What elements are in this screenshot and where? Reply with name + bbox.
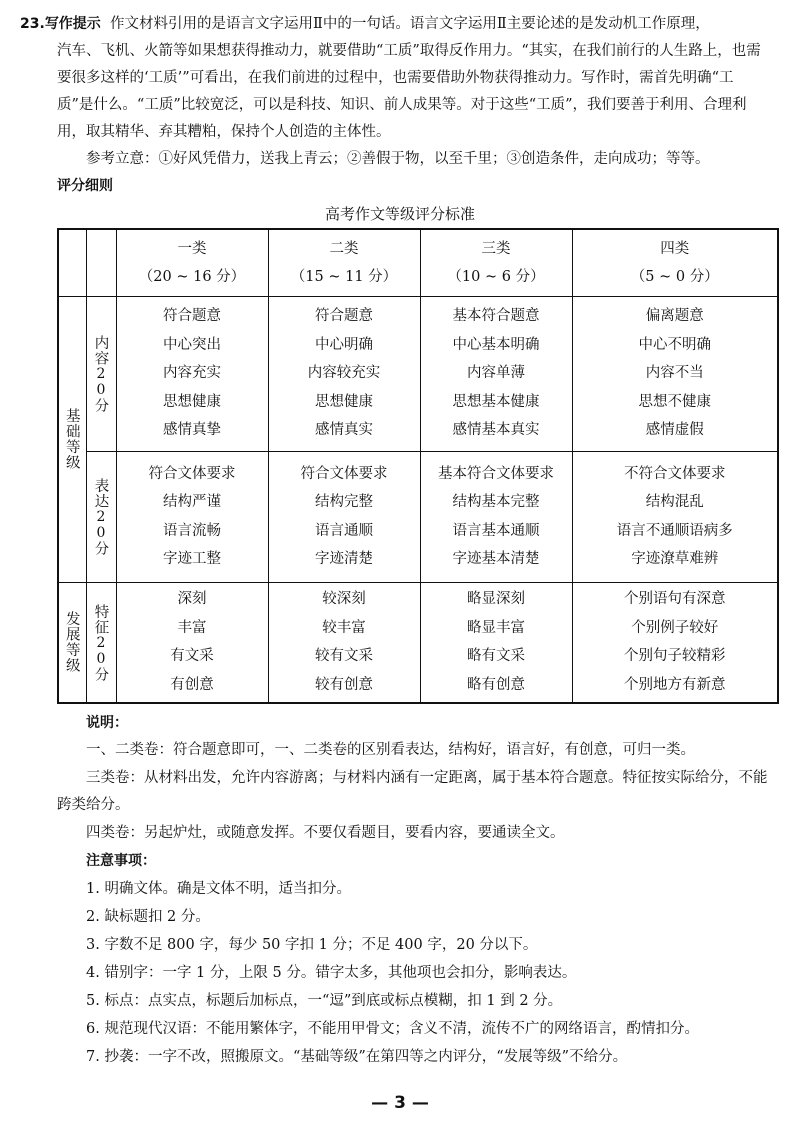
expression-class-1: 符合文体要求 结构严谨 语言流畅 字迹工整 <box>116 451 268 582</box>
question-label: 写作提示 <box>44 16 101 32</box>
features-class-2: 较深刻 较丰富 较有文采 较有创意 <box>268 582 420 703</box>
expression-class-4: 不符合文体要求 结构混乱 语言不通顺语病多 字迹潦草难辨 <box>572 451 778 582</box>
attention-item-7: 7. 抄袭：一字不改，照搬原文。“基础等级”在第四等之内评分，“发展等级”不给分。 <box>86 1049 628 1065</box>
question-line-1 <box>20 14 710 34</box>
table-row-features <box>58 582 778 703</box>
notes-heading: 说明： <box>86 715 128 731</box>
question-number: 23. <box>20 16 45 32</box>
question-text-2: 汽车、飞机、火箭等如果想获得推动力，就要借助“工质”取得反作用力。“其实，在我们前行的人生路上，也需 <box>57 43 761 59</box>
rules-heading: 评分细则 <box>57 178 113 194</box>
attention-item-5: 5. 标点：点实点，标题后加标点，一“逗”到底或标点模糊，扣 1 到 2 分。 <box>86 993 563 1009</box>
content-class-3: 基本符合题意 中心基本明确 内容单薄 思想基本健康 感情基本真实 <box>420 296 572 451</box>
corner-cell <box>58 229 86 296</box>
features-class-4: 个别语句有深意 个别例子较好 个别句子较精彩 个别地方有新意 <box>572 582 778 703</box>
header-class-2: 二类 （15 ~ 11 分） <box>268 229 420 296</box>
row-label-content: 内容 20分 <box>86 296 116 451</box>
note-class-4: 四类卷：另起炉灶，或随意发挥。不要仅看题目，要看内容，要通读全文。 <box>86 825 565 841</box>
attention-item-6: 6. 规范现代汉语：不能用繁体字，不能用甲骨文；含义不清，流传不广的网络语言，酌情扣分。 <box>86 1021 699 1037</box>
content-class-2: 符合题意 中心明确 内容较充实 思想健康 感情真实 <box>268 296 420 451</box>
question-text-4: 质”是什么。“工质”比较宽泛，可以是科技、知识、前人成果等。对于这些“工质”，我们要善于利用、合理利 <box>57 97 747 113</box>
features-class-1: 深刻 丰富 有文采 有创意 <box>116 582 268 703</box>
reference-ideas: 参考立意：①好风凭借力，送我上青云；②善假于物，以至千里；③创造条件，走向成功；等等。 <box>86 151 710 167</box>
features-class-3: 略显深刻 略显丰富 略有文采 略有创意 <box>420 582 572 703</box>
row-label-expression: 表达 20分 <box>86 451 116 582</box>
question-text-1: 作文材料引用的是语言文字运用Ⅱ中的一句话。语言文字运用Ⅱ主要论述的是发动机工作原理， <box>110 16 710 32</box>
attention-item-3: 3. 字数不足 800 字，每少 50 字扣 1 分；不足 400 字，20 分以下。 <box>86 937 538 953</box>
group-development-level: 发展等级 <box>58 582 86 703</box>
content-class-1: 符合题意 中心突出 内容充实 思想健康 感情真挚 <box>116 296 268 451</box>
note-class-1-2: 一、二类卷：符合题意即可，一、二类卷的区别看表达，结构好，语言好，有创意，可归一类。 <box>86 742 695 758</box>
header-class-3: 三类 （10 ~ 6 分） <box>420 229 572 296</box>
header-class-4: 四类 （5 ~ 0 分） <box>572 229 778 296</box>
content-class-4: 偏离题意 中心不明确 内容不当 思想不健康 感情虚假 <box>572 296 778 451</box>
table-row-content <box>58 296 778 451</box>
table-header-row <box>58 229 778 296</box>
expression-class-3: 基本符合文体要求 结构基本完整 语言基本通顺 字迹基本清楚 <box>420 451 572 582</box>
note-class-3-line-1: 三类卷：从材料出发，允许内容游离；与材料内涵有一定距离，属于基本符合题意。特征按实际给分，不能 <box>86 770 768 786</box>
header-class-1: 一类 （20 ~ 16 分） <box>116 229 268 296</box>
expression-class-2: 符合文体要求 结构完整 语言通顺 字迹清楚 <box>268 451 420 582</box>
attention-item-4: 4. 错别字：一字 1 分，上限 5 分。错字太多，其他项也会扣分，影响表达。 <box>86 965 577 981</box>
attention-item-1: 1. 明确文体。确是文体不明，适当扣分。 <box>86 881 351 897</box>
attention-item-2: 2. 缺标题扣 2 分。 <box>86 909 210 925</box>
page-number: — 3 — <box>371 1093 429 1113</box>
table-row-expression <box>58 451 778 582</box>
table-title: 高考作文等级评分标准 <box>324 205 475 223</box>
grading-table <box>57 228 779 704</box>
attention-heading: 注意事项： <box>86 853 156 869</box>
question-text-5: 用，取其精华、弃其糟粕，保持个人创造的主体性。 <box>57 124 391 140</box>
corner-cell <box>86 229 116 296</box>
group-basic-level: 基础等级 <box>58 296 86 582</box>
row-label-features: 特征 20分 <box>86 582 116 703</box>
question-text-3: 要很多这样的‘工质’”可看出，在我们前进的过程中，也需要借助外物获得推动力。写作时，需首先明确“工 <box>57 70 734 86</box>
note-class-3-line-2: 跨类给分。 <box>57 797 130 813</box>
